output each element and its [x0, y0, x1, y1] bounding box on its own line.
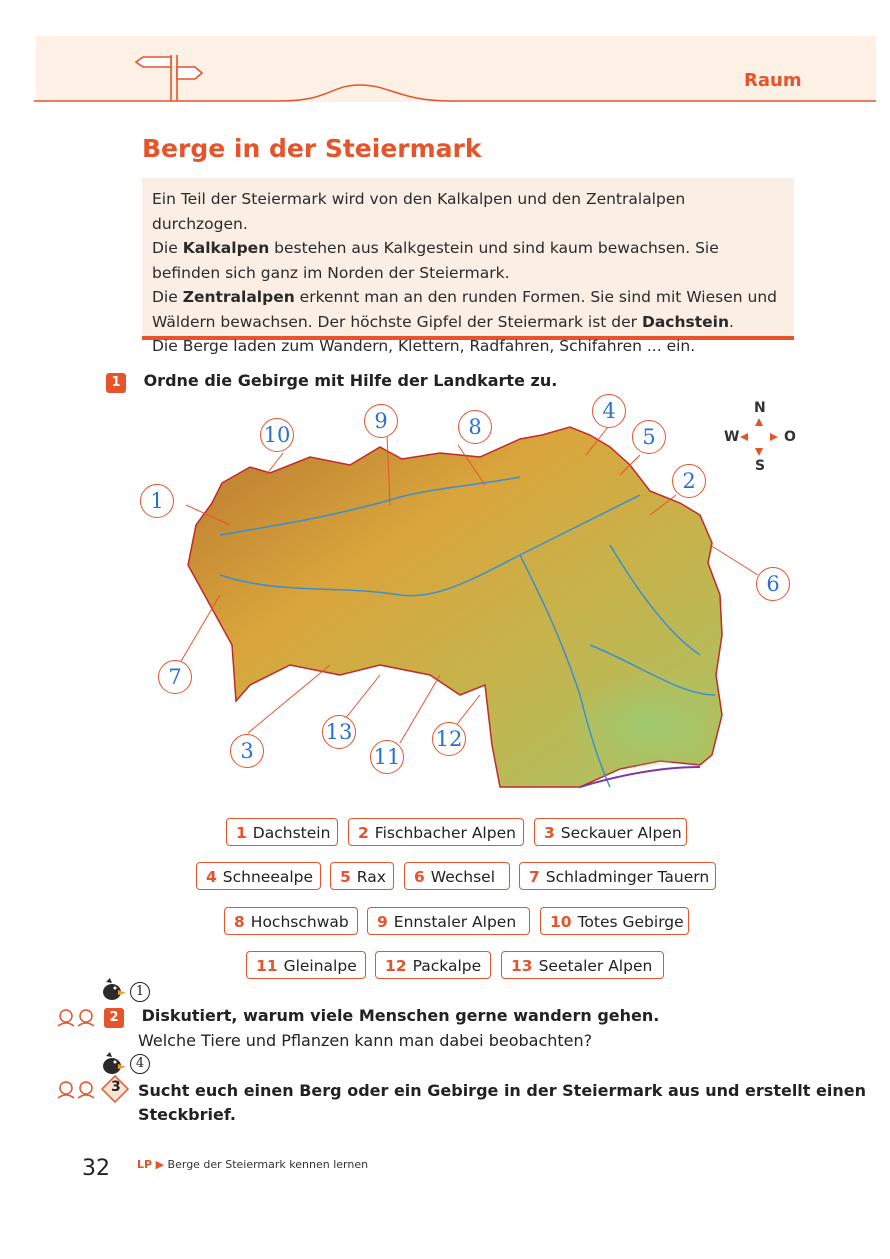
map-number-7: 7 — [158, 660, 192, 694]
task-3-text-line-1: Sucht euch einen Berg oder ein Gebirge in der Steiermark aus und erstellt einen — [138, 1081, 866, 1100]
map-number-13: 13 — [322, 715, 356, 749]
task-3-ref-badge: 4 — [130, 1054, 150, 1074]
compass-rose — [722, 400, 798, 476]
task-2-number: 2 — [104, 1008, 124, 1028]
map-number-3: 3 — [230, 734, 264, 768]
compass-south: S — [755, 458, 766, 474]
task-2 — [104, 1006, 659, 1028]
task-1 — [106, 371, 557, 393]
map-number-11: 11 — [370, 740, 404, 774]
map-number-9: 9 — [364, 404, 398, 438]
intro-line-4: Die Berge laden zum Wandern, Klettern, Radfahren, Schifahren ... ein. — [152, 337, 696, 355]
lp-tag: LP — [137, 1158, 153, 1171]
label-2: 2 Fischbacher Alpen — [348, 818, 524, 846]
page-number: 32 — [82, 1156, 110, 1181]
signpost-icon — [136, 55, 202, 101]
task-2-text: Diskutiert, warum viele Menschen gerne wandern gehen. — [141, 1006, 660, 1025]
play-arrow-icon: ▶ — [155, 1158, 165, 1171]
map-number-1: 1 — [140, 484, 174, 518]
task-2-ref-badge: 1 — [130, 982, 150, 1002]
compass-west: W — [724, 429, 740, 445]
label-3: 3 Seckauer Alpen — [534, 818, 687, 846]
section-label: Raum — [744, 70, 802, 91]
task-3-number: 3 — [111, 1079, 121, 1095]
label-7: 7 Schladminger Tauern — [519, 862, 716, 890]
task-3-text-line-2: Steckbrief. — [138, 1105, 236, 1124]
footer-curriculum-note — [137, 1158, 368, 1171]
compass-east: O — [784, 429, 796, 445]
map-number-4: 4 — [592, 394, 626, 428]
page-title: Berge in der Steiermark — [142, 134, 482, 163]
intro-paragraph-3: Die Zentralalpen erkennt man an den runden Formen. Sie sind mit Wiesen und Wäldern bewachsen. Der höchste Gipfel der Steiermark ist der Dachstein. — [152, 288, 777, 331]
map-number-5: 5 — [632, 420, 666, 454]
task-3 — [138, 1079, 866, 1127]
intro-paragraph-2: Die Kalkalpen bestehen aus Kalkgestein und sind kaum bewachsen. Sie befinden sich ganz im Norden der Steiermark. — [152, 239, 719, 282]
label-6: 6 Wechsel — [404, 862, 510, 890]
lp-text: Berge der Steiermark kennen lernen — [167, 1158, 369, 1171]
intro-box — [142, 178, 794, 355]
label-1: 1 Dachstein — [226, 818, 338, 846]
map-number-2: 2 — [672, 464, 706, 498]
map-number-6: 6 — [756, 567, 790, 601]
task-1-number: 1 — [106, 373, 126, 393]
label-11: 11 Gleinalpe — [246, 951, 366, 979]
label-12: 12 Packalpe — [375, 951, 491, 979]
task-2-subtext: Welche Tiere und Pflanzen kann man dabei beobachten? — [138, 1031, 593, 1050]
label-5: 5 Rax — [330, 862, 394, 890]
label-13: 13 Seetaler Alpen — [501, 951, 664, 979]
map-number-8: 8 — [458, 410, 492, 444]
intro-line-1: Ein Teil der Steiermark wird von den Kalkalpen und den Zentralalpen durchzogen. — [152, 190, 686, 233]
label-9: 9 Ennstaler Alpen — [367, 907, 530, 935]
compass-arrows-icon — [722, 400, 798, 476]
partner-work-icon-2 — [56, 1078, 100, 1100]
label-10: 10 Totes Gebirge — [540, 907, 689, 935]
map-number-10: 10 — [260, 418, 294, 452]
partner-work-icon — [56, 1006, 100, 1028]
task-1-text: Ordne die Gebirge mit Hilfe der Landkarte zu. — [143, 371, 558, 390]
map-number-12: 12 — [432, 722, 466, 756]
compass-north: N — [754, 400, 766, 416]
label-4: 4 Schneealpe — [196, 862, 321, 890]
label-8: 8 Hochschwab — [224, 907, 358, 935]
